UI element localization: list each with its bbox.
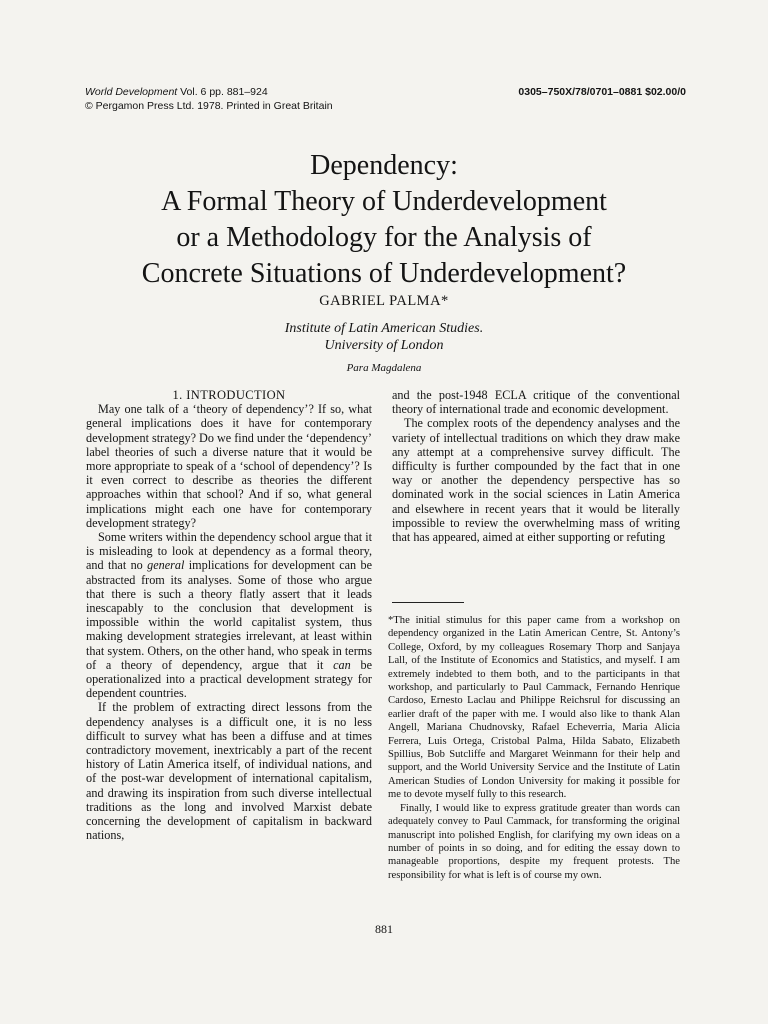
emphasis-can: can (333, 657, 351, 672)
paragraph-3: If the problem of extracting direct lessons from the dependency analyses is a difficult one, it is no less difficult to survey what has been a diffuse and at times contradictory movement, inextricably a part of the recent history of Latin America itself, of individual nations, and of the post-war development of international capitalism, and drawing its inspiration from such diverse intellectual traditions as the long and involved Marxist debate concerning the development of capitalism in backward nations, (86, 700, 372, 843)
title-line-3: or a Methodology for the Analysis of (176, 222, 592, 253)
author-name: GABRIEL PALMA* (319, 293, 449, 309)
paragraph-4: and the post-1948 ECLA critique of the conventional theory of international trade and economic development. (392, 388, 680, 417)
journal-name: World Development (85, 86, 178, 98)
paragraph-2 (86, 530, 372, 700)
footnote-divider (392, 602, 464, 603)
title-line-4: Concrete Situations of Underdevelopment? (141, 258, 627, 289)
paragraph-1: May one talk of a ‘theory of dependency’? If so, what general implications does it have for contemporary development strategy? Do we find under the ‘dependency’ label theories of such a diverse nature that it would be more appropriate to speak of a ‘school of dependency’? Is it even correct to describe as theories the different approaches within that school? And if so, what general implications might each one have for contemporary development strategy? (86, 402, 372, 530)
journal-code: 0305–750X/78/0701–0881 $02.00/0 (518, 86, 686, 98)
section-heading-introduction: 1. INTRODUCTION (172, 388, 286, 402)
affiliation-line-1: Institute of Latin American Studies. (284, 321, 484, 336)
paragraph-5: The complex roots of the dependency analyses and the variety of intellectual traditions on which they draw make any attempt at a comprehensive survey difficult. The difficulty is further compounded by the fact that in one way or another the dependency perspective has so dominated work in the social sciences in Latin America and elsewhere in recent years that it would be literally impossible to review the overwhelming mass of writing that has appeared, aimed at either supporting or refuting (392, 416, 680, 545)
dedication: Para Magdalena (346, 362, 422, 374)
journal-citation-line (85, 85, 333, 99)
emphasis-general: general (147, 558, 185, 573)
affiliation-line-2: University of London (324, 338, 444, 353)
right-column (392, 388, 680, 544)
footnote-paragraph-1: *The initial stimulus for this paper came from a workshop on dependency organized in the Latin American Centre, St. Antony’s College, Oxford, by my colleagues Rosemary Thorp and Sanjaya Lall, of the Institute of Economics and Statistics, and myself. I am extremely indebted to them both, and to the participants in that workshop, and particularly to Paul Cammack, Fernando Henrique Cardoso, Ernesto Laclau and Philippe Reichsrul for discussing an earlier draft of the paper with me. I would also like to thank Alan Angell, Mariana Chudnovsky, Rafael Echeverria, Maria Alicia Ferrera, Luis Ortega, Cristobal Palma, Hilda Sabato, Elizabeth Spillius, Bob Sutcliffe and Margaret Weinmann for their help and support, and the World University Service and the Institute of Latin American Studies of London University for making it possible for me to devote myself fully to this research. (388, 615, 680, 801)
footnote-paragraph-2: Finally, I would like to express gratitude greater than words can adequately convey to Paul Cammack, for transforming the original manuscript into polished English, for clarifying my own ideas on a number of points in so doing, and for editing the essay down to manageable proportions, despite my frequent protests. The responsibility for what is left is of course my own. (388, 802, 680, 881)
footnote (388, 614, 680, 882)
author-affiliation (0, 320, 768, 354)
title-line-1: Dependency: (310, 150, 458, 181)
copyright-line: © Pergamon Press Ltd. 1978. Printed in Great Britain (85, 100, 333, 112)
paragraph-2-part-b: implications for development can be abstracted from its analyses. Some of those who argue that there is such a theory flatly assert that it leads inescapably to the conclusion that development is impossible within the world capitalist system, thus making development strategies irrelevant, at least within that system. Others, on the other hand, who speak in terms of a theory of dependency, argue that it (86, 558, 372, 672)
left-column (86, 388, 372, 843)
paragraph-2-part-a: Some writers within the dependency school argue that it is misleading to look at dependency as a formal theory, and that no (86, 530, 372, 573)
title-line-2: A Formal Theory of Underdevelopment (161, 186, 607, 217)
paragraph-2-part-c: be operationalized into a practical development strategy for dependent countries. (86, 657, 372, 701)
journal-header-left (85, 85, 333, 113)
journal-volume-pages: Vol. 6 pp. 881–924 (180, 86, 268, 98)
page-number: 881 (375, 922, 393, 936)
article-title (60, 148, 708, 292)
